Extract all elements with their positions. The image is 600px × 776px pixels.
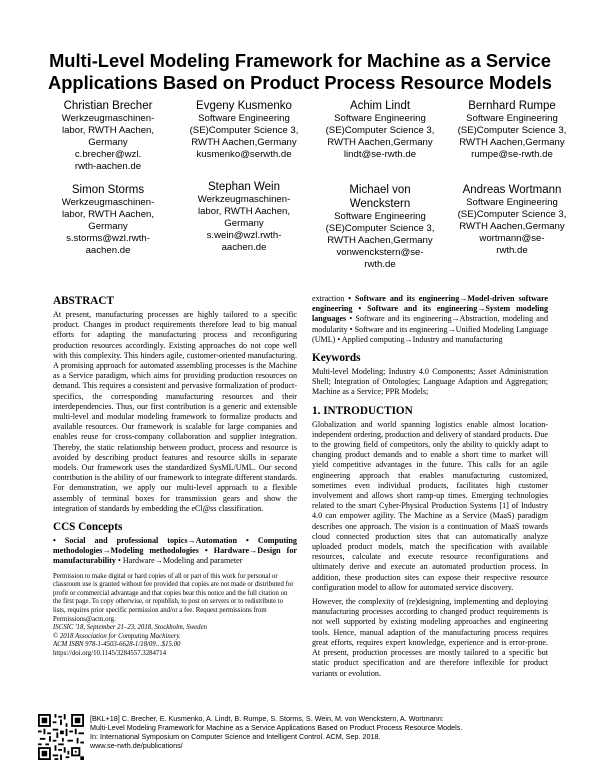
author-affiliation: Software Engineering: [466, 113, 558, 124]
author-affiliation: Software Engineering: [334, 211, 426, 222]
author-affiliation: (SE)Computer Science 3,: [325, 125, 435, 136]
author-name: Achim Lindt: [349, 100, 411, 112]
right-column: [312, 294, 548, 679]
ccs-term: • Hardware→Modeling and parameter: [117, 556, 243, 566]
keywords-heading: Keywords: [312, 352, 361, 365]
left-column: [53, 294, 297, 659]
isbn: ACM ISBN 978-1-4503-6628-1/18/09…$15.00: [53, 641, 181, 649]
citation-line: Multi-Level Modeling Framework for Machine as a Service Applications Based on Product Process Resource Models.: [90, 723, 463, 732]
publications-link[interactable]: www.se-rwth.de/publications/: [90, 741, 183, 750]
author-block: [444, 183, 580, 257]
intro-paragraph: Globalization and world spanning logistics enable almost location-independent ordering, production and delivery of standard products. Due to the growing field of competitors, only the ability to quickly adapt to changing product demands and to enable a short time to market will yield competitive advantages in the future. This calls for an agile engineering approach that enables manufacturing customized, sometimes even individual products, facilitates high customer involvement and allows short ramp-up times. Emerging technologies related to the smart Cyber-Physical Production Systems [1] of Industry 4.0 can empower agility. The Machine as a Service (MaaS) paradigm describes one approach. The vision is a continuation of MaaS towards cloud connected production sites that can automatically analyze uploaded product models, match the specification with available resources, calculate and execute resource reconfigurations and ultimately derive and execute an automated production process. In addition, these production sites can expose their respective resource configuration model to allow for automated service discovery.: [312, 419, 548, 592]
author-email: aachen.de: [221, 242, 267, 253]
author-affiliation: Germany: [224, 218, 264, 229]
author-affiliation: Software Engineering: [466, 197, 558, 208]
ccs-heading: CCS Concepts: [53, 521, 123, 534]
doi-link[interactable]: https://doi.org/10.1145/3284557.3284714: [53, 650, 167, 658]
permission-text: Permission to make digital or hard copies of all or part of this work for personal or classroom use is granted without fee provided that copies are not made or distributed for profit or commercial advantage and that copies bear this notice and the full citation on the first page. To copy otherwise, or republish, to post on servers or to redistribute to lists, requires prior specific permission and/or a fee. Request permissions from Permissions@acm.org.: [53, 572, 294, 623]
author-affiliation: Werkzeugmaschinen-: [197, 194, 291, 205]
author-affiliation: RWTH Aachen,Germany: [459, 137, 565, 148]
author-affiliation: labor, RWTH Aachen,: [61, 125, 155, 136]
author-affiliation: labor, RWTH Aachen,: [61, 209, 155, 220]
author-affiliation: Germany: [88, 137, 128, 148]
conference-info: ISCSIC '18, September 21–23, 2018, Stockholm, Sweden: [53, 624, 207, 632]
ccs-text: [53, 536, 297, 567]
author-email: s.storms@wzl.rwth-: [66, 233, 150, 244]
author-affiliation: RWTH Aachen,Germany: [327, 137, 433, 148]
author-email: kusmenko@serwth.de: [196, 149, 292, 160]
author-affiliation: (SE)Computer Science 3,: [457, 209, 567, 220]
author-email: vonwenckstern@se-: [336, 247, 424, 258]
title-line: Multi-Level Modeling Framework for Machine as a Service: [49, 50, 551, 71]
permission-block: [53, 573, 297, 659]
author-block: [444, 99, 580, 161]
abstract-text: At present, manufacturing processes are highly tailored to a specific product. Changes in product requirements therefore lead to big manual efforts for adapting the manufacturing process and reconfiguring production resources accordingly. Existing approaches do not cope well with this complexity. This hinders agile, customer-oriented manufacturing. A promising approach for automated assembling processes is the Machine as a Service paradigm, which aims for providing production resources on demand. This requires a consistent and pervasive formalization of product-specifics, the corresponding manufacturing resources and their interdependencies. Thus, our first contribution is a generic and extensible multi-level and modular modeling framework to formalize products and available resources. Our framework is scalable for large companies and enables reuse for cross-company collaboration and supplier integration. Thereby, the static relationship between product, process and resource is avoided by describing product features and resource skills in separate models. Our framework uses the standardized SysML/UML. Our second contribution is the ability of our framework to integrate different standards. For demonstration, we apply our multi-level approach to a flexible assembly of terminal boxes for transmission gears and show the integration of standards by embedding the eCl@ss classification.: [53, 310, 297, 513]
author-name: Bernhard Rumpe: [468, 100, 556, 112]
intro-heading: 1. INTRODUCTION: [312, 404, 413, 417]
ccs-term: • Computing methodologies→Modeling methodologies: [53, 536, 297, 556]
abstract-heading: ABSTRACT: [53, 295, 114, 307]
author-affiliation: Software Engineering: [198, 113, 290, 124]
author-block: [312, 183, 448, 271]
author-affiliation: (SE)Computer Science 3,: [189, 125, 299, 136]
keywords-text: Multi-level Modeling; Industry 4.0 Components; Asset Administration Shell; Integration of Ontologies; Language Adaption and Aggregation; Machine as a Service; PPR Models;: [312, 367, 548, 397]
author-affiliation: (SE)Computer Science 3,: [325, 223, 435, 234]
author-email: rwth.de: [364, 259, 396, 270]
title-line: Applications Based on Product Process Resource Models: [48, 72, 552, 93]
author-email: lindt@se-rwth.de: [343, 149, 417, 160]
author-email: wortmann@se-: [479, 233, 545, 244]
intro-paragraph: However, the complexity of (re)designing, implementing and deploying manufacturing processes according to changed product requirements is not well supported by existing modeling approaches and engineering tools. Hence, manual adaption of the manufacturing process requires great efforts, requires expert knowledge, experience and is error-prone. At present, production processes are mostly tailored to a specific but static product specification and are therefore inflexible for product variants or evolution.: [312, 597, 548, 678]
author-affiliation: Germany: [88, 221, 128, 232]
qr-code-icon: [38, 714, 84, 760]
author-affiliation: RWTH Aachen,Germany: [327, 235, 433, 246]
author-affiliation: Werkzeugmaschinen-: [61, 197, 155, 208]
author-email: s.wein@wzl.rwth-: [206, 230, 282, 241]
author-affiliation: labor, RWTH Aachen,: [197, 206, 291, 217]
author-email: c.brecher@wzl.: [74, 149, 142, 160]
author-affiliation: RWTH Aachen,Germany: [459, 221, 565, 232]
author-block: [40, 183, 176, 257]
citation-block: [90, 714, 560, 750]
author-block: [176, 180, 312, 254]
author-affiliation: RWTH Aachen,Germany: [191, 137, 297, 148]
author-block: [312, 99, 448, 161]
author-name: Simon Storms: [71, 184, 145, 196]
author-affiliation: (SE)Computer Science 3,: [457, 125, 567, 136]
ccs-term: • Hardware→Design for manufacturability: [53, 546, 297, 566]
copyright-notice: © 2018 Association for Computing Machinery.: [53, 632, 181, 640]
author-block: [176, 99, 312, 161]
author-name: Evgeny Kusmenko: [196, 100, 292, 112]
author-email: aachen.de: [85, 245, 131, 256]
author-name: Andreas Wortmann: [462, 184, 562, 196]
citation-line: In: International Symposium on Computer Science and Intelligent Control. ACM, Sep. 2018.: [90, 732, 381, 741]
author-name: Christian Brecher: [63, 100, 153, 112]
ccs-continued: extraction • Software and its engineering→Model-driven software engineering • Software and its engineering→System modeling languages • Software and its engineering→Abstraction, modeling and modularity • Software and its engineering→Unified Modeling Language (UML) • Applied computing→Industry and manufacturing: [312, 294, 548, 344]
ccs-term: • Social and professional topics→Automation: [53, 536, 237, 546]
citation-line: [BKL+18] C. Brecher, E. Kusmenko, A. Lindt, B. Rumpe, S. Storms, S. Wein, M. von Wenckstern, A. Wortmann:: [90, 714, 444, 723]
author-affiliation: Software Engineering: [334, 113, 426, 124]
author-email: rwth-aachen.de: [74, 161, 142, 172]
author-email: rwth.de: [496, 245, 528, 256]
author-name: Wenckstern: [349, 198, 411, 210]
author-affiliation: Werkzeugmaschinen-: [61, 113, 155, 124]
author-block: [40, 99, 176, 173]
paper-title: [20, 50, 580, 94]
author-email: rumpe@se-rwth.de: [471, 149, 553, 160]
author-name: Stephan Wein: [207, 181, 281, 193]
author-name: Michael von: [349, 184, 411, 196]
